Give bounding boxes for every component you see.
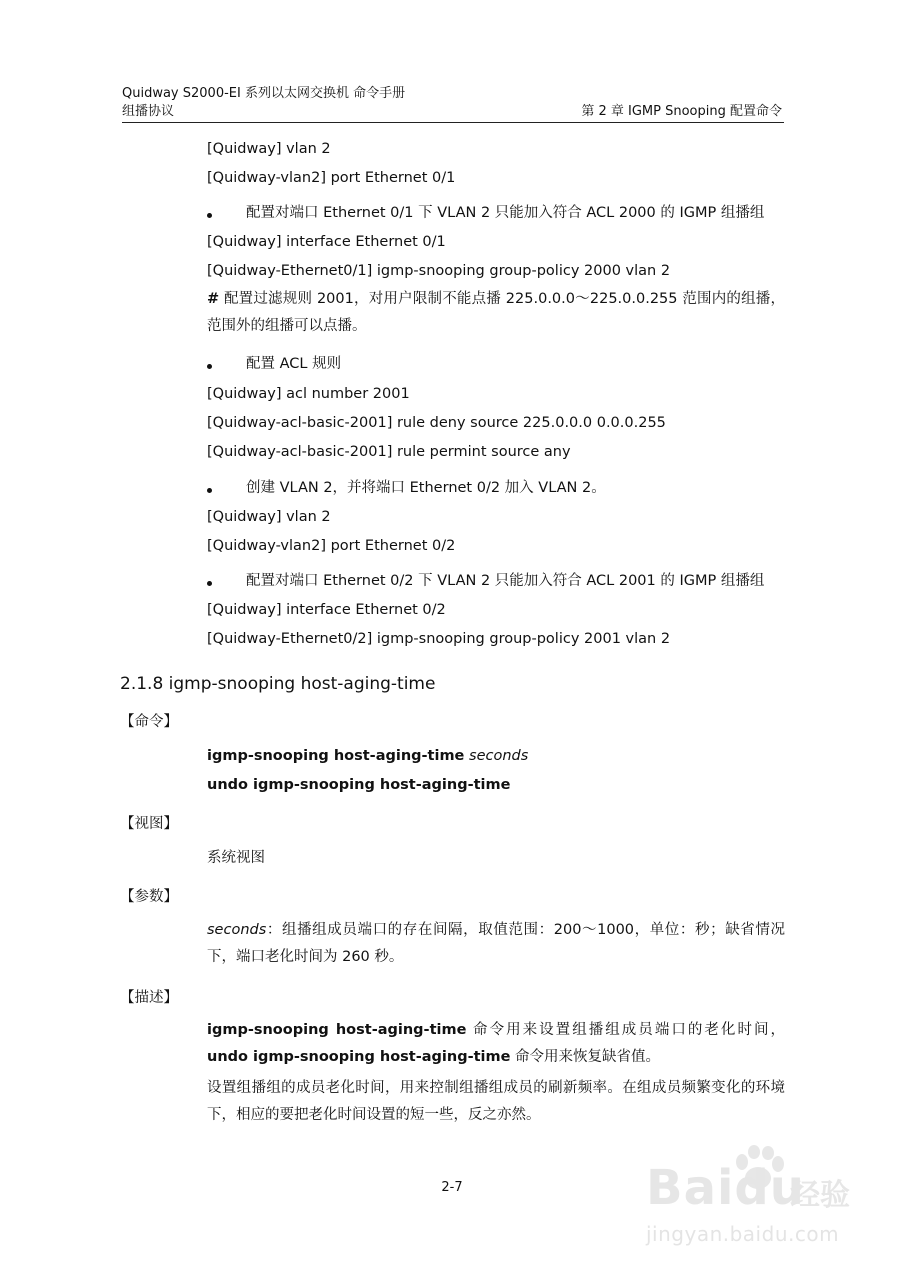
desc-text: 命令用来设置组播组成员端口的老化时间， (466, 1022, 785, 1038)
desc-label: 【描述】 (120, 990, 178, 1006)
config-line: [Quidway-vlan2] port Ethernet 0/2 (207, 538, 456, 554)
watermark (640, 1140, 880, 1260)
param-desc: ：组播组成员端口的存在间隔，取值范围：200～1000，单位：秒；缺省情况下，端口老化时间为 260 秒。 (207, 922, 785, 965)
desc-undo-command: undo igmp-snooping host-aging-time (207, 1049, 511, 1065)
bullet-text: 创建 VLAN 2，并将端口 Ethernet 0/2 加入 VLAN 2。 (246, 480, 606, 496)
config-line: [Quidway-Ethernet0/2] igmp-snooping group-policy 2001 vlan 2 (207, 631, 671, 647)
bullet-icon (207, 481, 215, 489)
note-paragraph (207, 286, 785, 340)
view-text: 系统视图 (207, 850, 265, 866)
view-label: 【视图】 (120, 816, 178, 832)
command-arg: seconds (469, 748, 529, 764)
manual-title: Quidway S2000-EI 系列以太网交换机 命令手册 (122, 86, 406, 101)
bullet-text: 配置对端口 Ethernet 0/2 下 VLAN 2 只能加入符合 ACL 2001 的 IGMP 组播组 (246, 573, 765, 589)
bullet-icon (207, 206, 215, 214)
hash-mark: # (207, 291, 220, 307)
config-line: [Quidway-acl-basic-2001] rule deny source 225.0.0.0 0.0.0.255 (207, 415, 666, 431)
watermark-url: jingyan.baidu.com (646, 1222, 840, 1246)
param-paragraph (207, 917, 785, 971)
desc-text: 命令用来恢复缺省值。 (510, 1049, 661, 1065)
chapter-title: 第 2 章 IGMP Snooping 配置命令 (581, 104, 782, 119)
section-name: 组播协议 (122, 104, 175, 119)
param-label: 【参数】 (120, 889, 178, 905)
page-number: 2-7 (441, 1180, 463, 1195)
config-line: [Quidway] interface Ethernet 0/2 (207, 602, 446, 618)
command-name: igmp-snooping host-aging-time (207, 748, 465, 764)
bullet-text: 配置 ACL 规则 (246, 356, 342, 372)
config-line: [Quidway] acl number 2001 (207, 386, 410, 402)
config-line: [Quidway-acl-basic-2001] rule permint source any (207, 444, 571, 460)
config-line: [Quidway] vlan 2 (207, 509, 331, 525)
bullet-text: 配置对端口 Ethernet 0/1 下 VLAN 2 只能加入符合 ACL 2000 的 IGMP 组播组 (246, 205, 765, 221)
section-title: 2.1.8 igmp-snooping host-aging-time (120, 674, 436, 694)
watermark-cn: 经验 (790, 1178, 850, 1213)
desc-command: igmp-snooping host-aging-time (207, 1022, 467, 1038)
undo-command: undo igmp-snooping host-aging-time (207, 777, 511, 793)
config-line: [Quidway] interface Ethernet 0/1 (207, 234, 446, 250)
config-line: [Quidway-Ethernet0/1] igmp-snooping group-policy 2000 vlan 2 (207, 263, 671, 279)
bullet-icon (207, 574, 215, 582)
watermark-logo: Baidu (646, 1160, 805, 1216)
header-divider (122, 122, 784, 123)
config-line: [Quidway-vlan2] port Ethernet 0/1 (207, 170, 456, 186)
command-syntax (207, 747, 528, 765)
desc-paragraph-2: 设置组播组的成员老化时间，用来控制组播组成员的刷新频率。在组成员频繁变化的环境下，相应的要把老化时间设置的短一些，反之亦然。 (207, 1080, 785, 1123)
bullet-icon (207, 357, 215, 365)
config-line: [Quidway] vlan 2 (207, 141, 331, 157)
note-text: 配置过滤规则 2001，对用户限制不能点播 225.0.0.0～225.0.0.255 范围内的组播，范围外的组播可以点播。 (207, 291, 785, 334)
command-label: 【命令】 (120, 714, 178, 730)
param-name: seconds (207, 922, 267, 938)
desc-paragraph (207, 1017, 785, 1071)
